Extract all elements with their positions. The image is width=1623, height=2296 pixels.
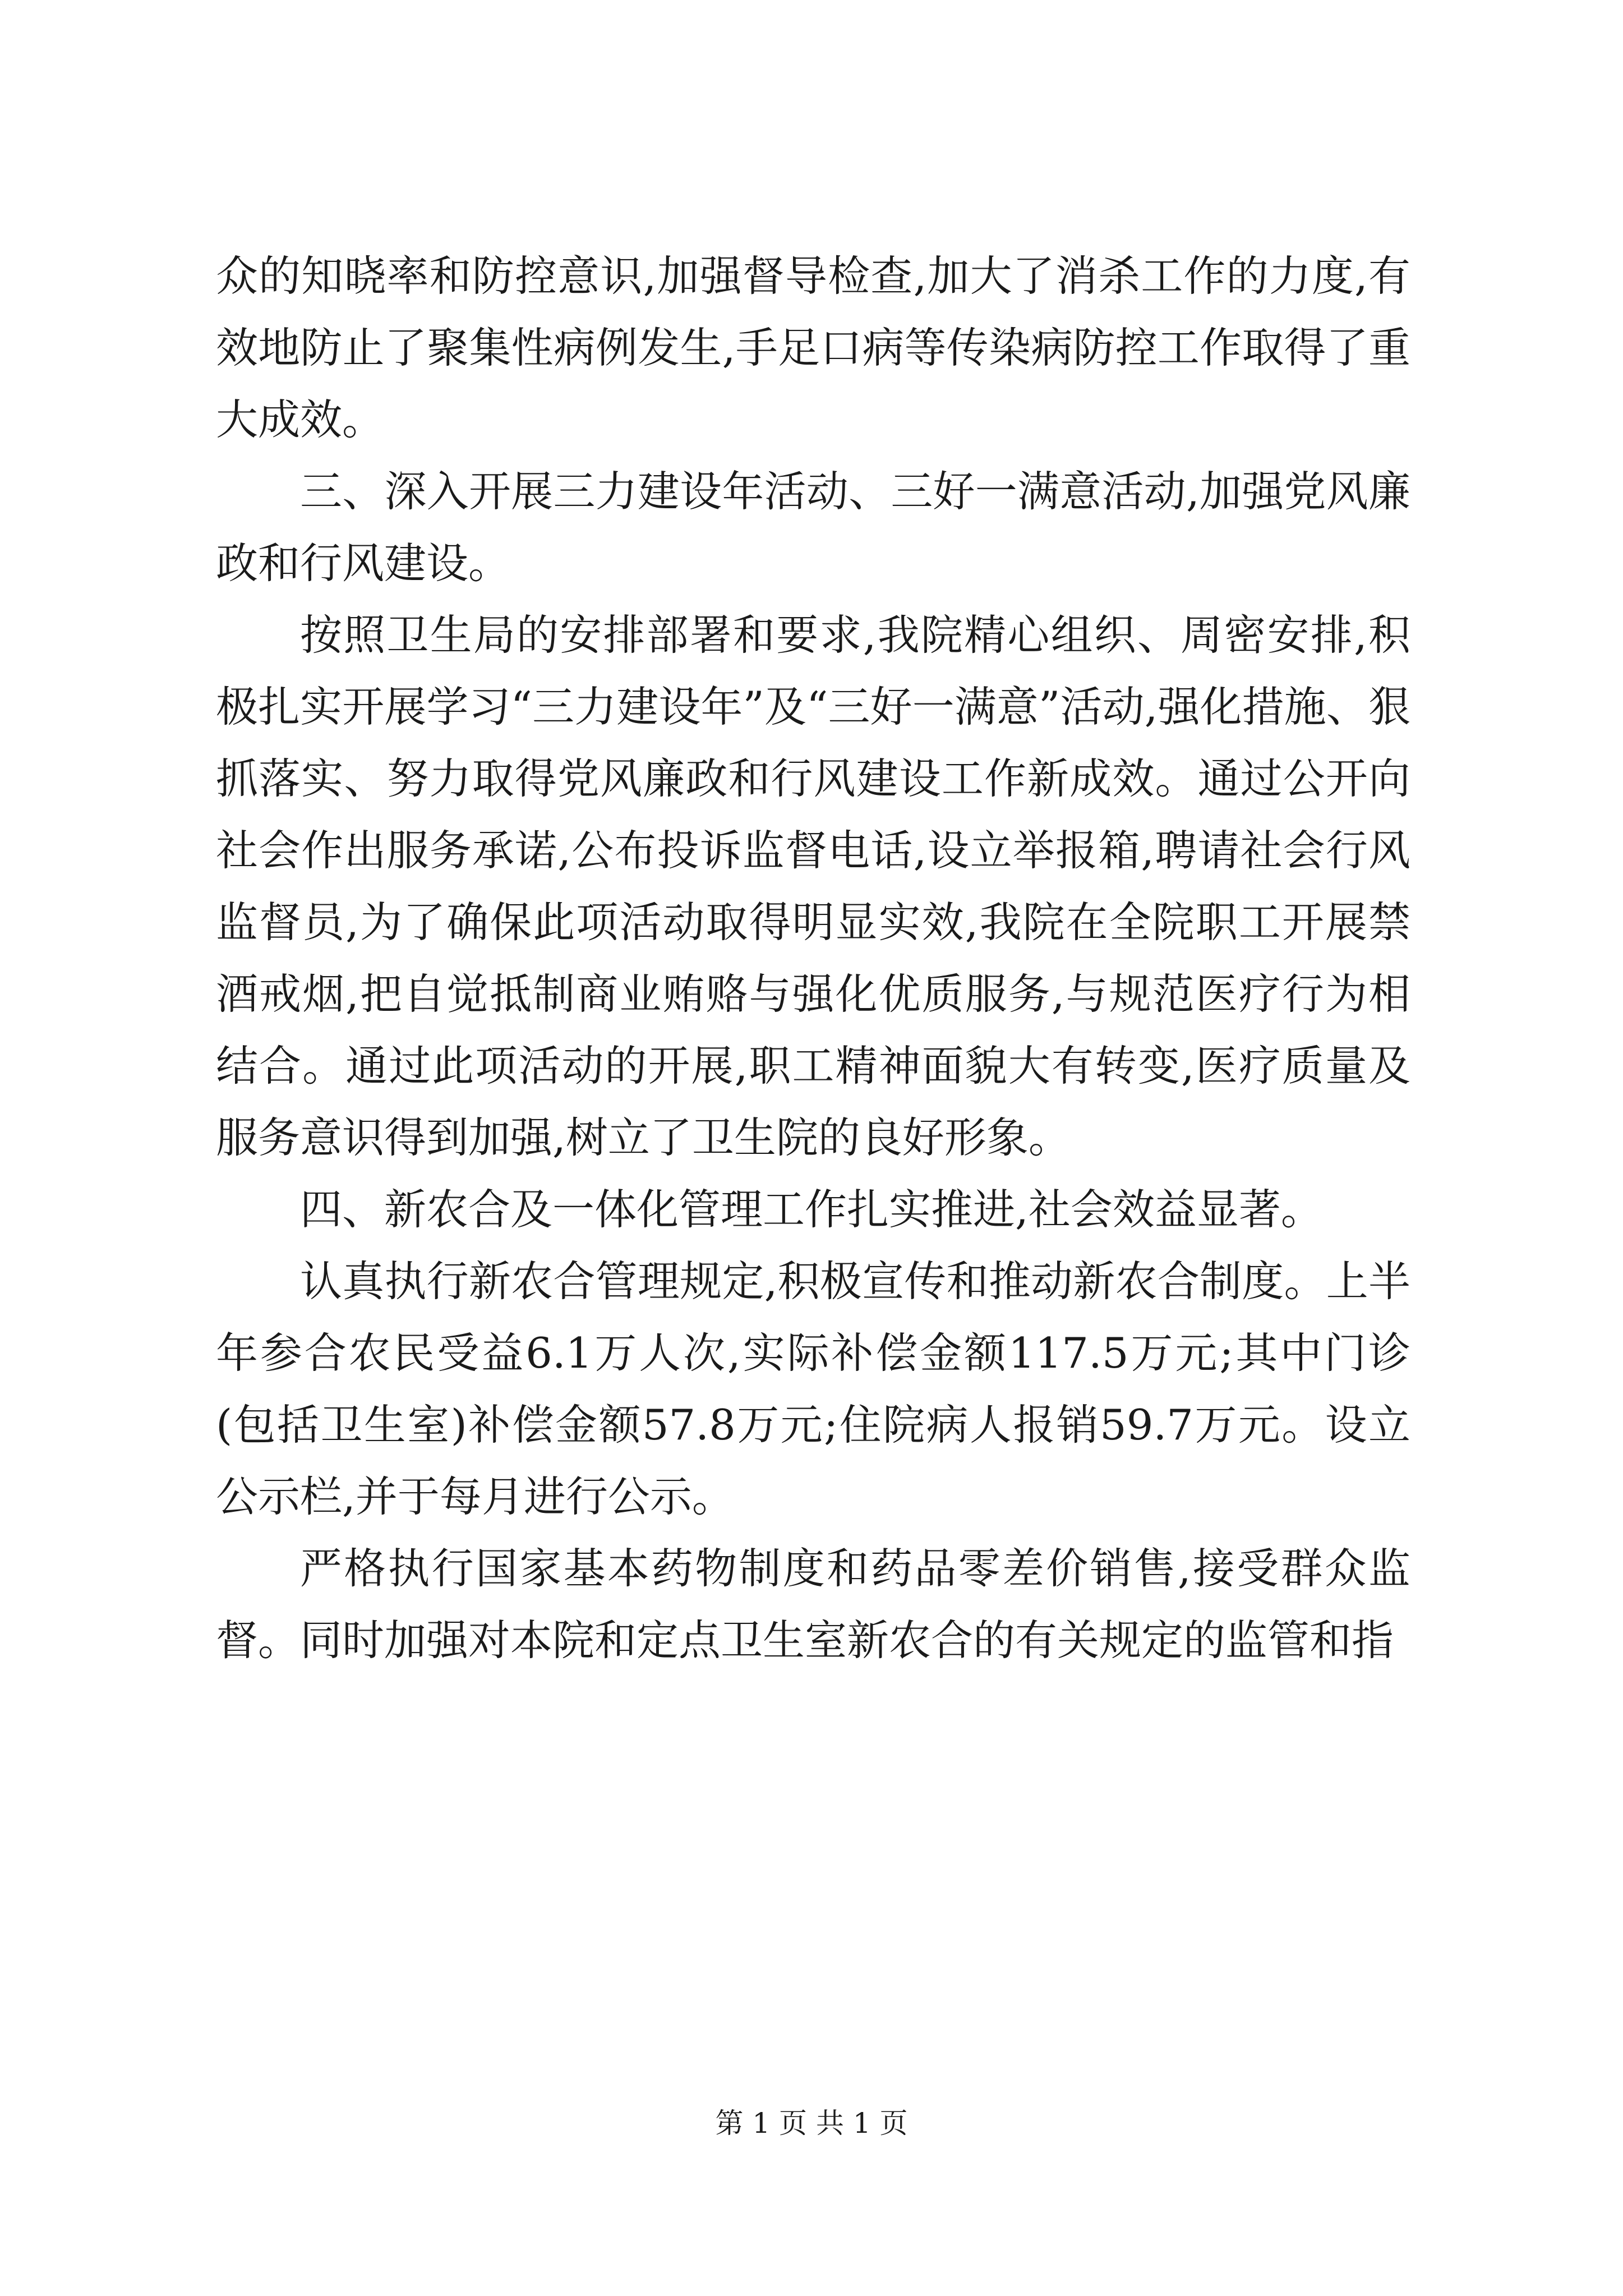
section-heading-4: 四、新农合及一体化管理工作扎实推进,社会效益显著。 — [300, 1185, 1323, 1234]
paragraph: 严格执行国家基本药物制度和药品零差价销售,接受群众监督。同时加强对本院和定点卫生室新农合的有关规定的监管和指 — [216, 1544, 1410, 1665]
paragraph: 认真执行新农合管理规定,积极宣传和推动新农合制度。上半年参合农民受益6.1万人次,实际补偿金额117.5万元;其中门诊(包括卫生室)补偿金额57.8万元;住院病人报销59.7万元。设立公示栏,并于每月进行公示。 — [216, 1257, 1410, 1521]
paragraph-continuation: 众的知晓率和防控意识,加强督导检查,加大了消杀工作的力度,有效地防止了聚集性病例发生,手足口病等传染病防控工作取得了重大成效。 — [216, 251, 1410, 444]
section-heading-3: 三、深入开展三力建设年活动、三好一满意活动,加强党风廉政和行风建设。 — [216, 467, 1410, 588]
document-body — [216, 240, 1410, 1676]
paragraph: 按照卫生局的安排部署和要求,我院精心组织、周密安排,积极扎实开展学习“三力建设年”及“三好一满意”活动,强化措施、狠抓落实、努力取得党风廉政和行风建设工作新成效。通过公开向社会作出服务承诺,公布投诉监督电话,设立举报箱,聘请社会行风监督员,为了确保此项活动取得明显实效,我院在全院职工开展禁酒戒烟,把自觉抵制商业贿赂与强化优质服务,与规范医疗行为相结合。通过此项活动的开展,职工精神面貌大有转变,医疗质量及服务意识得到加强,树立了卫生院的良好形象。 — [216, 610, 1410, 1162]
page-footer: 第 1 页 共 1 页 — [715, 2107, 908, 2139]
